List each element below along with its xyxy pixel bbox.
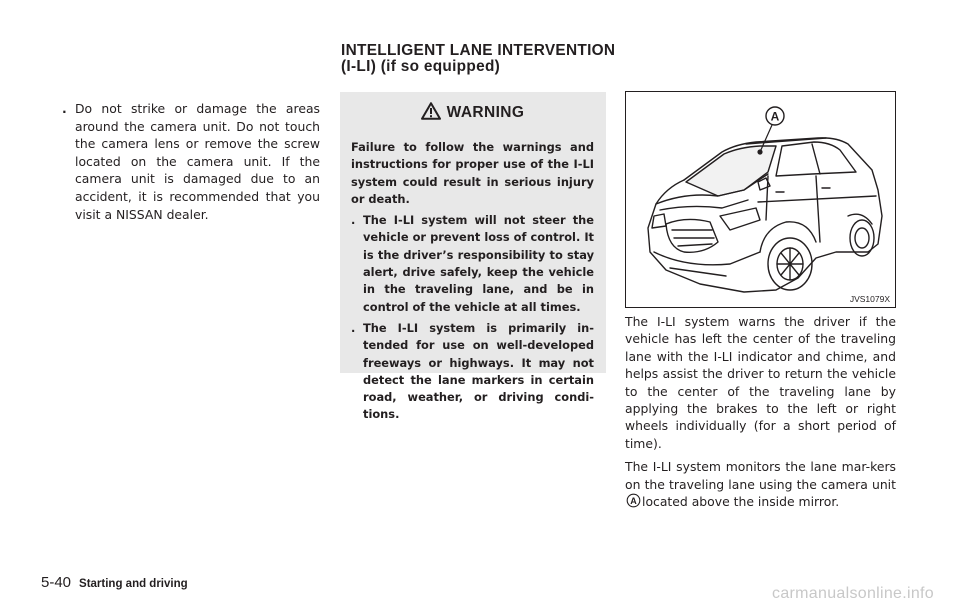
list-item (62, 100, 320, 223)
watermark: carmanualsonline.info (772, 585, 934, 602)
warning-item-text: The I-LI system will not steer the vehicle or prevent loss of control. It is the driver’s responsibility to stay alert, drive safely, keep the vehicle in the traveling lane, and be in control of the vehicle at all times. (363, 213, 594, 314)
paragraph-text: located above the inside mirror. (642, 494, 840, 510)
warning-list-item (351, 320, 594, 424)
warning-item-text: The I-LI system is primarily in-tended for use on well-developed freeways or highways. It may not detect the lane markers in certain road, weather, or driving condi-tions. (363, 320, 594, 422)
bullet-marker: . (62, 101, 67, 116)
warning-list-item (351, 212, 594, 316)
page-footer (41, 572, 188, 591)
left-column (62, 100, 320, 223)
chapter-title: Starting and driving (79, 578, 188, 590)
warning-body (351, 139, 594, 424)
section-heading-line1: INTELLIGENT LANE INTERVENTION (341, 42, 616, 59)
body-paragraph: The I-LI system warns the driver if the vehicle has left the center of the traveling lane with the I-LI indicator and chime, and helps assist the driver to return the vehicle to the center of the traveling lane by applying the brakes to the left or right wheels individually (for a short period of time). (625, 314, 896, 451)
vehicle-illustration (626, 92, 896, 308)
paragraph-text: The I-LI system monitors the lane mar-kers on the traveling lane using the camera unit (625, 459, 896, 492)
callout-a-icon (626, 493, 641, 508)
warning-intro: Failure to follow the warnings and instructions for proper use of the I-LI system could result in serious injury or death. (351, 140, 594, 206)
vehicle-figure (625, 91, 896, 308)
callout-label: A (630, 496, 637, 507)
camera-care-note: Do not strike or damage the areas around the camera unit. Do not touch the camera lens or remove the screw located on the camera unit. If the camera unit is damaged due to an accident, it is recommended that you visit a NISSAN dealer. (75, 101, 320, 222)
section-heading (341, 43, 615, 75)
page-number: 5-40 (41, 574, 72, 591)
bullet-marker: . (351, 213, 356, 228)
warning-title: WARNING (446, 104, 525, 121)
callout-label: A (770, 109, 780, 124)
section-heading-line2: (I-LI) (if so equipped) (341, 58, 501, 75)
body-paragraph (625, 458, 896, 510)
bullet-marker: . (351, 320, 356, 335)
figure-code: JVS1079X (849, 294, 890, 304)
right-column (625, 313, 896, 516)
warning-header (351, 102, 594, 126)
warning-triangle-icon (421, 102, 441, 120)
warning-box (340, 92, 606, 422)
